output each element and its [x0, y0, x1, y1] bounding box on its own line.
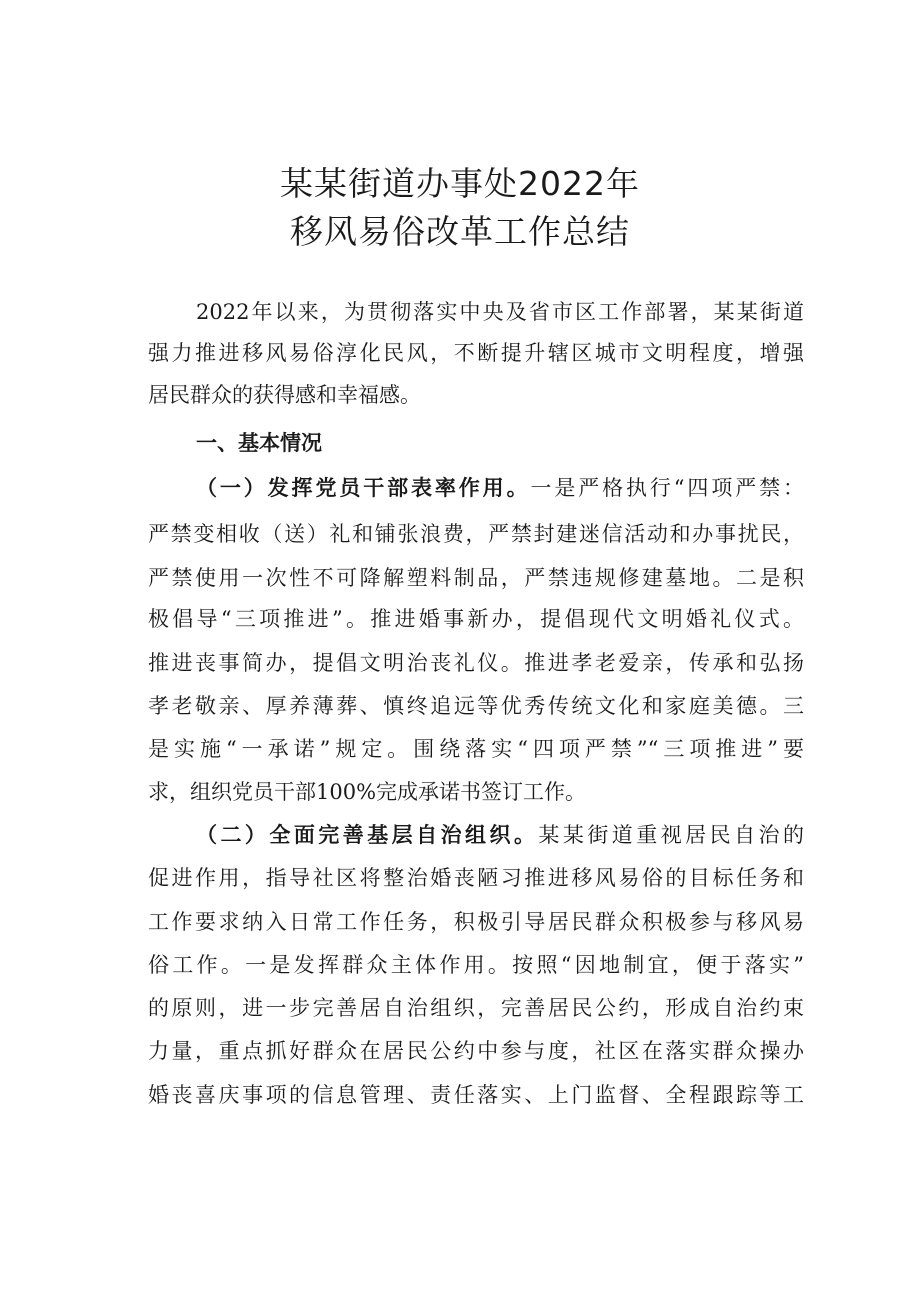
paragraph-line: 求，组织党员干部100%完成承诺书签订工作。 [148, 780, 587, 804]
paragraph-line [196, 820, 804, 850]
paragraph-line: 2022年以来，为贯彻落实中央及省市区工作部署，某某街道 [196, 300, 804, 324]
paragraph-line: 婚丧喜庆事项的信息管理、责任落实、上门监督、全程跟踪等工 [148, 1083, 804, 1107]
paragraph-line [196, 473, 804, 503]
paragraph-line: 强力推进移风易俗淳化民风，不断提升辖区城市文明程度，增强 [148, 341, 804, 365]
subsection-heading: （二）全面完善基层自治组织。 [196, 823, 539, 847]
paragraph-line: 严禁变相收（送）礼和铺张浪费，严禁封建迷信活动和办事扰民， [148, 522, 804, 546]
paragraph-line: 是实施“一承诺”规定。围绕落实“四项严禁”“三项推进”要 [148, 737, 804, 761]
paragraph-line: 俗工作。一是发挥群众主体作用。按照“因地制宜，便于落实” [148, 953, 804, 977]
subsection-heading: （一）发挥党员干部表率作用。 [196, 476, 531, 500]
paragraph-line: 工作要求纳入日常工作任务，积极引导居民群众积极参与移风易 [148, 910, 804, 934]
paragraph-line: 孝老敬亲、厚养薄葬、慎终追远等优秀传统文化和家庭美德。三 [148, 694, 804, 718]
paragraph-line: 力量，重点抓好群众在居民公约中参与度，社区在落实群众操办 [148, 1039, 804, 1063]
paragraph-line: 的原则，进一步完善居自治组织，完善居民公约，形成自治约束 [148, 996, 804, 1020]
paragraph-text: 一是严格执行“四项严禁： [530, 476, 804, 500]
section-heading: 一、基本情况 [196, 431, 322, 455]
document-title-line-2: 移风易俗改革工作总结 [290, 212, 630, 251]
document-title-line-1: 某某街道办事处2022年 [280, 164, 640, 203]
paragraph-line: 极倡导“三项推进”。推进婚事新办，提倡现代文明婚礼仪式。 [148, 607, 804, 631]
paragraph-line: 推进丧事简办，提倡文明治丧礼仪。推进孝老爱亲，传承和弘扬 [148, 651, 804, 675]
paragraph-line: 严禁使用一次性不可降解塑料制品，严禁违规修建墓地。二是积 [148, 566, 804, 590]
paragraph-text: 某某街道重视居民自治的 [538, 823, 805, 847]
paragraph-line: 促进作用，指导社区将整治婚丧陋习推进移风易俗的目标任务和 [148, 866, 804, 890]
paragraph-line: 居民群众的获得感和幸福感。 [148, 383, 421, 407]
